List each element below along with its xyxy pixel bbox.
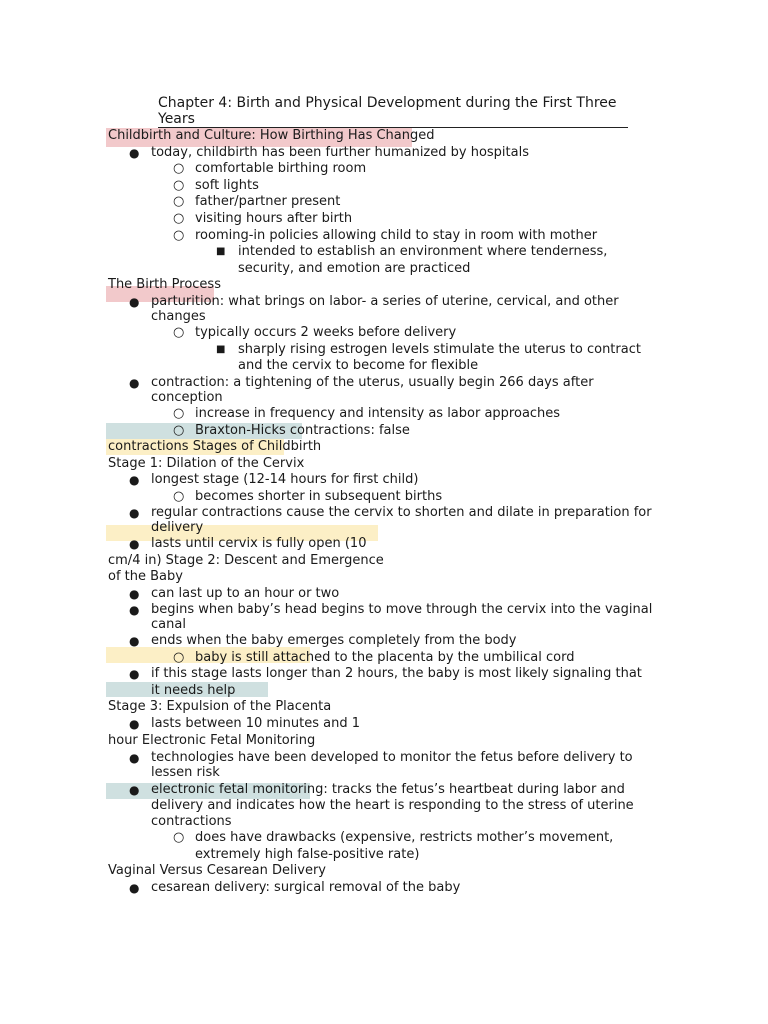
list-item: parturition: what brings on labor- a series of uterine, cervical, and other xyxy=(151,294,619,309)
list-item-continuation: canal xyxy=(151,617,186,632)
bullet-dot: ● xyxy=(129,295,140,309)
list-item: comfortable birthing room xyxy=(195,161,367,176)
list-item: today, childbirth has been further humanized by hospitals xyxy=(151,145,529,160)
list-item: sharply rising estrogen levels stimulate the uterus to contract xyxy=(238,342,641,357)
list-item-continuation: it needs help xyxy=(151,683,236,698)
bullet-dot: ● xyxy=(129,506,140,520)
list-item: baby is still attached to the placenta by the umbilical cord xyxy=(195,650,575,665)
bullet-dot: ● xyxy=(129,717,140,731)
list-item: lasts until cervix is fully open (10 xyxy=(151,536,367,551)
list-item: father/partner present xyxy=(195,194,341,209)
list-item: soft lights xyxy=(195,178,259,193)
heading-electronic-fetal-monitoring: hour Electronic Fetal Monitoring xyxy=(108,733,316,748)
list-item: increase in frequency and intensity as labor approaches xyxy=(195,406,561,421)
heading-stage-2: cm/4 in) Stage 2: Descent and Emergence xyxy=(108,553,384,568)
list-item: Braxton-Hicks contractions: false xyxy=(195,423,410,438)
list-item: ends when the baby emerges completely from the body xyxy=(151,633,517,648)
heading-vaginal-vs-cesarean: Vaginal Versus Cesarean Delivery xyxy=(108,863,326,878)
list-item: cesarean delivery: surgical removal of the baby xyxy=(151,880,461,895)
bullet-circle: ○ xyxy=(173,178,185,193)
heading-childbirth-culture: Childbirth and Culture: How Birthing Has Changed xyxy=(108,128,435,143)
bullet-circle: ○ xyxy=(173,650,185,665)
bullet-dot: ● xyxy=(129,376,140,390)
list-item-continuation: lessen risk xyxy=(151,765,220,780)
document-title-line-2: Years xyxy=(158,111,195,127)
bullet-circle: ○ xyxy=(173,830,185,845)
list-item: longest stage (12-14 hours for first child) xyxy=(151,472,419,487)
bullet-circle: ○ xyxy=(173,211,185,226)
list-item: begins when baby’s head begins to move through the cervix into the vaginal xyxy=(151,602,653,617)
bullet-dot: ● xyxy=(129,473,140,487)
list-item: lasts between 10 minutes and 1 xyxy=(151,716,360,731)
bullet-circle: ○ xyxy=(173,406,185,421)
heading-stages-of-childbirth: contractions Stages of Childbirth xyxy=(108,439,322,454)
bullet-circle: ○ xyxy=(173,194,185,209)
list-item: if this stage lasts longer than 2 hours, the baby is most likely signaling that xyxy=(151,666,642,681)
bullet-dot: ● xyxy=(129,634,140,648)
list-item-continuation: delivery xyxy=(151,520,204,535)
heading-stage-2-continuation: of the Baby xyxy=(108,569,183,584)
list-item-continuation: contractions xyxy=(151,814,232,829)
list-item: does have drawbacks (expensive, restricts mother’s movement, xyxy=(195,830,614,845)
heading-stage-3: Stage 3: Expulsion of the Placenta xyxy=(108,699,332,714)
bullet-circle: ○ xyxy=(173,325,185,340)
list-item: electronic fetal monitoring: tracks the fetus’s heartbeat during labor and xyxy=(151,782,625,797)
list-item: typically occurs 2 weeks before delivery xyxy=(195,325,457,340)
bullet-circle: ○ xyxy=(173,161,185,176)
list-item-continuation: conception xyxy=(151,390,223,405)
list-item: intended to establish an environment where tenderness, xyxy=(238,244,608,259)
bullet-dot: ● xyxy=(129,603,140,617)
list-item: can last up to an hour or two xyxy=(151,586,340,601)
heading-birth-process: The Birth Process xyxy=(108,277,221,292)
bullet-circle: ○ xyxy=(173,423,185,438)
list-item-continuation: security, and emotion are practiced xyxy=(238,261,471,276)
heading-stage-1: Stage 1: Dilation of the Cervix xyxy=(108,456,305,471)
bullet-dot: ● xyxy=(129,146,140,160)
list-item: regular contractions cause the cervix to shorten and dilate in preparation for xyxy=(151,505,652,520)
list-item: visiting hours after birth xyxy=(195,211,353,226)
list-item: becomes shorter in subsequent births xyxy=(195,489,443,504)
bullet-square: ■ xyxy=(216,344,226,355)
list-item-continuation: delivery and indicates how the heart is responding to the stress of uterine xyxy=(151,798,634,813)
bullet-square: ■ xyxy=(216,246,226,257)
list-item-continuation: changes xyxy=(151,309,206,324)
document-title-line-1: Chapter 4: Birth and Physical Development during the First Three xyxy=(158,95,617,111)
bullet-dot: ● xyxy=(129,751,140,765)
bullet-circle: ○ xyxy=(173,489,185,504)
bullet-dot: ● xyxy=(129,667,140,681)
bullet-circle: ○ xyxy=(173,228,185,243)
list-item-continuation: extremely high false-positive rate) xyxy=(195,847,420,862)
bullet-dot: ● xyxy=(129,587,140,601)
list-item-continuation: and the cervix to become for flexible xyxy=(238,358,479,373)
list-item: contraction: a tightening of the uterus, usually begin 266 days after xyxy=(151,375,594,390)
list-item: technologies have been developed to monitor the fetus before delivery to xyxy=(151,750,633,765)
list-item: rooming-in policies allowing child to stay in room with mother xyxy=(195,228,598,243)
bullet-dot: ● xyxy=(129,537,140,551)
bullet-dot: ● xyxy=(129,881,140,895)
bullet-dot: ● xyxy=(129,783,140,797)
